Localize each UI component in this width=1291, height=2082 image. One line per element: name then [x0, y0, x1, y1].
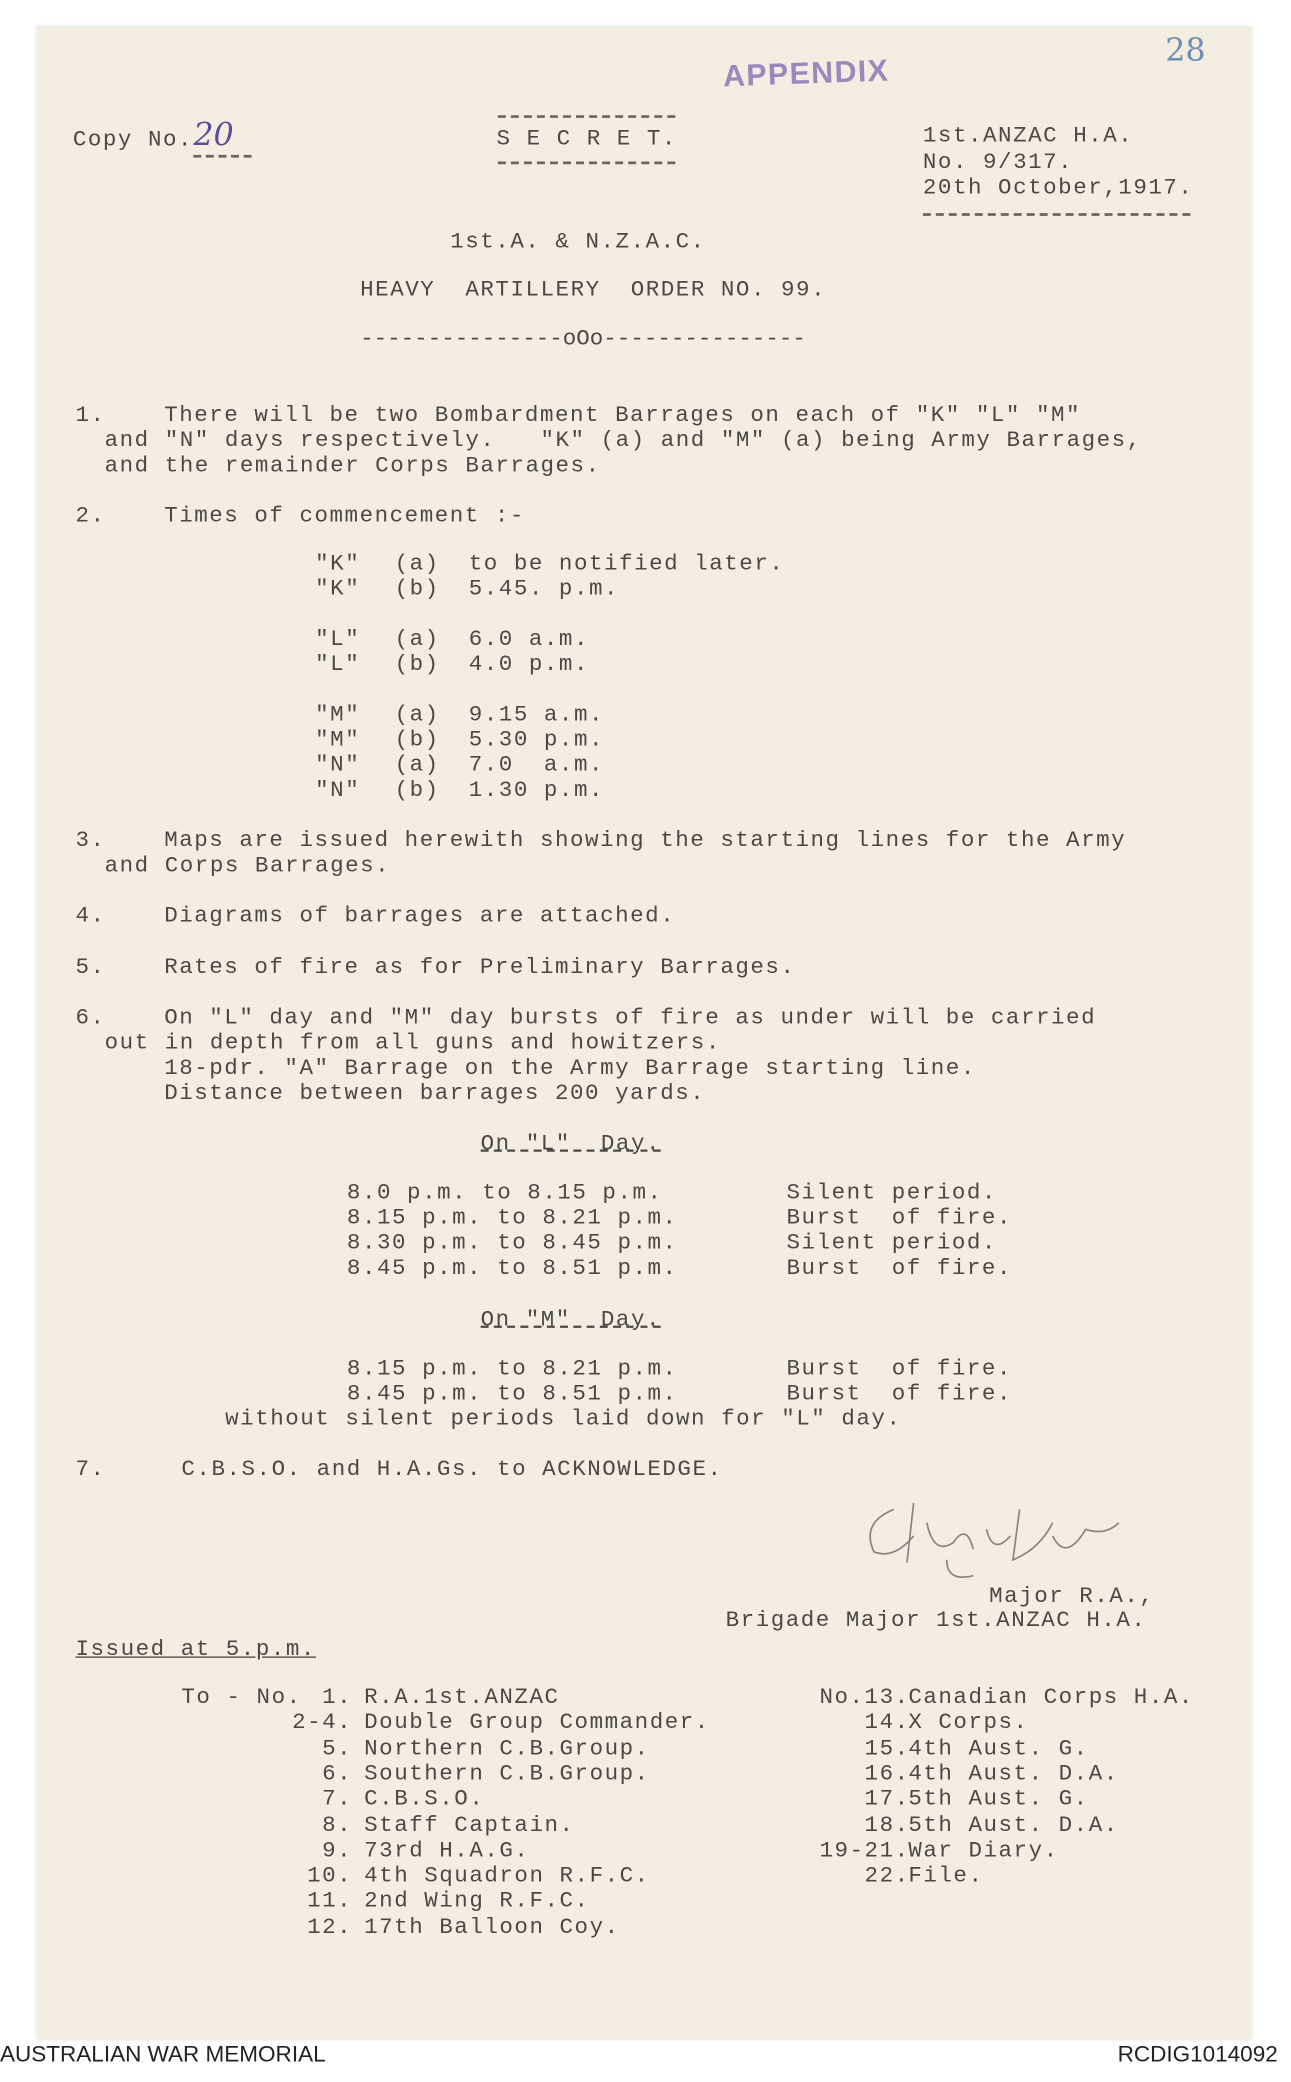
ref-line: 1st.ANZAC H.A. [922, 124, 1134, 150]
distribution-recipient: 4th Squadron R.F.C. [364, 1864, 650, 1890]
distribution-number: 18. [864, 1813, 910, 1839]
distribution-number: 19-21. [819, 1838, 910, 1865]
copy-underline [193, 155, 251, 158]
para-number: 6. [75, 1006, 106, 1032]
distribution-recipient: War Diary. [908, 1838, 1059, 1865]
time-sub: (a) [394, 552, 440, 578]
time-sub: (b) [394, 652, 440, 678]
time-day: "L" [315, 652, 361, 678]
ref-underline [923, 213, 1190, 216]
m-day-heading: On "M" Day. [480, 1308, 662, 1334]
distribution-number: 9. [322, 1838, 353, 1865]
copy-number: 20 [193, 116, 234, 154]
time-value: 9.15 a.m. [468, 703, 605, 729]
time-day: "L" [315, 627, 361, 653]
para-text: Rates of fire as for Preliminary Barrages. [164, 956, 796, 982]
time-day: "M" [315, 728, 361, 754]
distribution-number: 17. [864, 1787, 910, 1813]
schedule-activity: Burst of fire. [786, 1206, 1012, 1232]
distribution-recipient: Canadian Corps H.A. [908, 1685, 1194, 1711]
order-title: HEAVY ARTILLERY ORDER NO. 99. [360, 278, 827, 304]
distribution-number: 15. [864, 1736, 910, 1762]
schedule-period: 8.45 p.m. to 8.51 p.m. [346, 1382, 678, 1408]
para-text: 18-pdr. "A" Barrage on the Army Barrage starting line. [164, 1056, 976, 1082]
para-text: and the remainder Corps Barrages. [104, 454, 601, 480]
para-number: 4. [75, 904, 106, 930]
distribution-number: 14. [864, 1711, 910, 1737]
time-day: "N" [315, 778, 361, 804]
time-day: "N" [315, 753, 361, 779]
schedule-activity: Silent period. [786, 1231, 997, 1257]
schedule-activity: Burst of fire. [786, 1256, 1012, 1282]
distribution-recipient: 17th Balloon Coy. [364, 1915, 620, 1941]
distribution-number: 7. [322, 1787, 353, 1813]
para-text: There will be two Bombardment Barrages on each of "K" "L" "M" [164, 403, 1082, 430]
time-sub: (b) [394, 728, 440, 754]
distribution-recipient: 2nd Wing R.F.C. [364, 1890, 590, 1916]
schedule-period: 8.0 p.m. to 8.15 p.m. [346, 1181, 663, 1207]
time-value: 4.0 p.m. [468, 652, 589, 678]
distribution-number: 8. [322, 1813, 353, 1839]
time-sub: (a) [394, 627, 440, 653]
issued-time: Issued at 5.p.m. [75, 1637, 316, 1664]
copy-label: Copy No. [72, 128, 194, 154]
para-number: 3. [75, 828, 106, 855]
para-text: Distance between barrages 200 yards. [164, 1081, 706, 1107]
schedule-activity: Silent period. [786, 1181, 997, 1207]
time-value: 5.30 p.m. [468, 728, 605, 754]
schedule-period: 8.15 p.m. to 8.21 p.m. [346, 1357, 678, 1383]
para-number: 2. [75, 504, 106, 530]
para-text: Maps are issued herewith showing the starting lines for the Army [164, 828, 1127, 855]
distribution-recipient: X Corps. [908, 1711, 1029, 1737]
m-day-note: without silent periods laid down for "L" day. [225, 1407, 902, 1433]
distribution-recipient: Northern C.B.Group. [364, 1736, 650, 1762]
distribution-recipient: Double Group Commander. [364, 1711, 710, 1737]
distribution-number: 10. [307, 1864, 353, 1890]
schedule-period: 8.45 p.m. to 8.51 p.m. [346, 1256, 678, 1282]
time-value: to be notified later. [468, 552, 785, 578]
formation: 1st.A. & N.Z.A.C. [450, 230, 706, 256]
distribution-number: 5. [322, 1736, 353, 1762]
para-number: 1. [75, 403, 106, 430]
ref-line: 20th October,1917. [922, 176, 1194, 202]
para-text: and Corps Barrages. [104, 854, 391, 880]
signatory-rank: Major R.A., [989, 1584, 1155, 1611]
distribution-recipient: 5th Aust. D.A. [908, 1813, 1119, 1839]
classification: S E C R E T. [496, 127, 677, 153]
secret-rule-top [498, 115, 675, 118]
time-day: "K" [315, 552, 361, 578]
para-number: 5. [75, 956, 106, 982]
distribution-recipient: Southern C.B.Group. [364, 1762, 650, 1788]
para-text: Times of commencement :- [164, 504, 525, 530]
distribution-recipient: R.A.1st.ANZAC [364, 1685, 560, 1711]
distribution-number: No.13. [819, 1685, 910, 1711]
footer-reference: RCDIG1014092 [1117, 2041, 1278, 2067]
schedule-period: 8.15 p.m. to 8.21 p.m. [346, 1206, 678, 1232]
time-sub: (a) [394, 753, 440, 779]
distribution-prefix: To - No. [181, 1685, 302, 1711]
time-day: "M" [315, 703, 361, 729]
para-number: 7. [75, 1457, 106, 1483]
para-text: C.B.S.O. and H.A.Gs. to ACKNOWLEDGE. [181, 1457, 723, 1483]
distribution-recipient: Staff Captain. [364, 1813, 575, 1839]
distribution-recipient: 5th Aust. G. [908, 1787, 1089, 1813]
footer-institution: AUSTRALIAN WAR MEMORIAL [0, 2041, 326, 2067]
distribution-recipient: 4th Aust. D.A. [908, 1762, 1119, 1788]
distribution-number: 1. [322, 1685, 353, 1711]
schedule-period: 8.30 p.m. to 8.45 p.m. [346, 1231, 678, 1257]
para-text: and "N" days respectively. "K" (a) and "M" (a) being Army Barrages, [104, 429, 1142, 455]
distribution-recipient: File. [908, 1864, 984, 1890]
ref-line: No. 9/317. [922, 150, 1074, 177]
time-day: "K" [315, 577, 361, 603]
time-sub: (b) [394, 778, 440, 804]
distribution-number: 2-4. [292, 1711, 353, 1737]
para-text: Diagrams of barrages are attached. [164, 904, 676, 930]
time-value: 6.0 a.m. [468, 627, 589, 653]
distribution-number: 22. [864, 1864, 910, 1890]
schedule-activity: Burst of fire. [786, 1382, 1012, 1408]
distribution-recipient: 4th Aust. G. [908, 1736, 1089, 1762]
separator: ---------------oOo--------------- [360, 327, 806, 353]
signatory-appointment: Brigade Major 1st.ANZAC H.A. [725, 1608, 1147, 1634]
schedule-activity: Burst of fire. [786, 1357, 1012, 1383]
distribution-recipient: 73rd H.A.G. [364, 1838, 530, 1865]
para-text: On "L" day and "M" day bursts of fire as under will be carried [164, 1006, 1097, 1032]
para-text: out in depth from all guns and howitzers. [104, 1031, 721, 1057]
distribution-recipient: C.B.S.O. [364, 1787, 485, 1813]
l-day-heading: On "L" Day. [480, 1132, 662, 1158]
time-value: 1.30 p.m. [468, 778, 605, 804]
secret-rule-bottom [498, 162, 675, 165]
distribution-number: 12. [307, 1915, 353, 1941]
time-value: 7.0 a.m. [468, 753, 605, 779]
appendix-stamp: APPENDIX [722, 52, 890, 93]
time-sub: (b) [394, 577, 440, 603]
time-sub: (a) [394, 703, 440, 729]
distribution-number: 6. [322, 1762, 353, 1788]
signature [854, 1483, 1132, 1589]
distribution-number: 11. [307, 1890, 353, 1916]
time-value: 5.45. p.m. [468, 577, 620, 603]
page-number: 28 [1165, 31, 1206, 69]
distribution-number: 16. [864, 1762, 910, 1788]
